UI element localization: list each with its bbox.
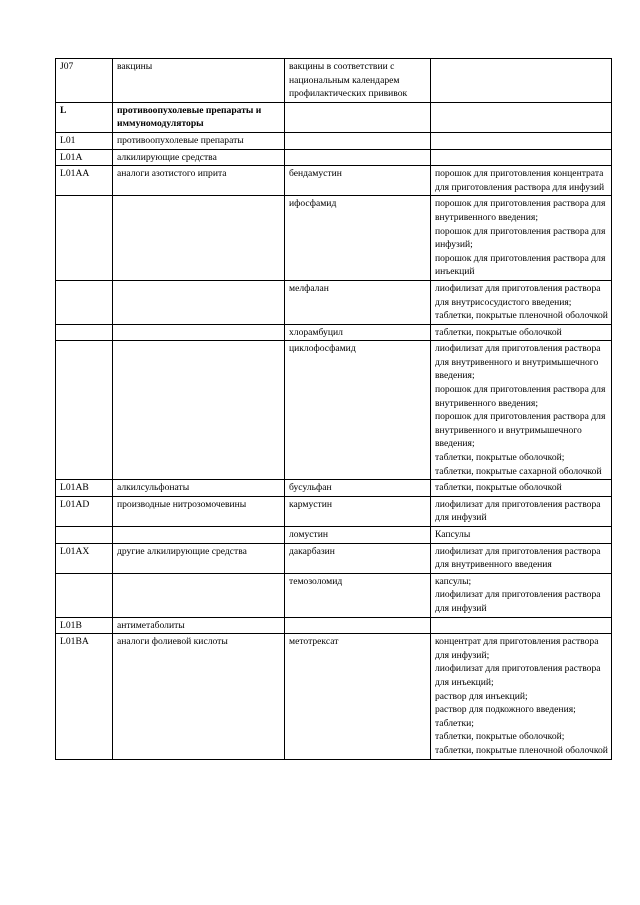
table-row: [56, 527, 612, 544]
atc-code-cell: [56, 196, 113, 281]
dosage-form-cell: капсулы; лиофилизат для приготовления раствора для инфузий: [431, 573, 612, 617]
drug-name-cell: [285, 617, 431, 634]
drug-name-cell: [285, 132, 431, 149]
dosage-form-cell: лиофилизат для приготовления раствора для внутривенного введения: [431, 543, 612, 573]
anatomical-group-cell: вакцины: [113, 59, 285, 103]
atc-code-cell: [56, 324, 113, 341]
drug-name-cell: мелфалан: [285, 280, 431, 324]
dosage-form-cell: лиофилизат для приготовления раствора для инфузий: [431, 496, 612, 526]
table-row: [56, 166, 612, 196]
atc-code-cell: L01A: [56, 149, 113, 166]
anatomical-group-cell: [113, 324, 285, 341]
table-row: [56, 196, 612, 281]
anatomical-group-cell: [113, 527, 285, 544]
anatomical-group-cell: аналоги фолиевой кислоты: [113, 634, 285, 759]
atc-code-cell: [56, 527, 113, 544]
dosage-form-cell: порошок для приготовления раствора для внутривенного введения; порошок для приготовления раствора для инфузий; порошок для приготовления раствора для инъекций: [431, 196, 612, 281]
table-row: [56, 59, 612, 103]
anatomical-group-cell: алкилсульфонаты: [113, 480, 285, 497]
atc-code-cell: [56, 341, 113, 480]
table-row: [56, 280, 612, 324]
drug-name-cell: бусульфан: [285, 480, 431, 497]
drug-name-cell: ифосфамид: [285, 196, 431, 281]
drug-name-cell: бендамустин: [285, 166, 431, 196]
atc-code-cell: L01AD: [56, 496, 113, 526]
anatomical-group-cell: [113, 280, 285, 324]
drug-name-cell: темозоломид: [285, 573, 431, 617]
atc-code-cell: J07: [56, 59, 113, 103]
anatomical-group-cell: производные нитрозомочевины: [113, 496, 285, 526]
atc-code-cell: L01B: [56, 617, 113, 634]
dosage-form-cell: лиофилизат для приготовления раствора для внутривенного и внутримышечного введения; порошок для приготовления раствора для внутривенного введения; порошок для приготовления раствора для внутривенного и внутримышечного введения; таблетки, покрытые оболочкой; таблетки, покрытые сахарной оболочкой: [431, 341, 612, 480]
table-row: [56, 634, 612, 759]
anatomical-group-cell: противоопухолевые препараты: [113, 132, 285, 149]
dosage-form-cell: концентрат для приготовления раствора для инфузий; лиофилизат для приготовления раствора для инъекций; раствор для инъекций; раствор для подкожного введения; таблетки; таблетки, покрытые оболочкой; таблетки, покрытые пленочной оболочкой: [431, 634, 612, 759]
anatomical-group-cell: [113, 196, 285, 281]
table-row: [56, 149, 612, 166]
drug-name-cell: циклофосфамид: [285, 341, 431, 480]
table-row: [56, 324, 612, 341]
dosage-form-cell: [431, 59, 612, 103]
atc-code-cell: [56, 573, 113, 617]
dosage-form-cell: [431, 102, 612, 132]
anatomical-group-cell: другие алкилирующие средства: [113, 543, 285, 573]
atc-code-cell: L01BA: [56, 634, 113, 759]
atc-code-cell: L01AA: [56, 166, 113, 196]
dosage-form-cell: [431, 132, 612, 149]
drug-name-cell: вакцины в соответствии с национальным календарем профилактических прививок: [285, 59, 431, 103]
atc-code-cell: [56, 280, 113, 324]
dosage-form-cell: таблетки, покрытые оболочкой: [431, 480, 612, 497]
drug-list-table: [55, 58, 612, 760]
atc-code-cell: L: [56, 102, 113, 132]
table-row: [56, 102, 612, 132]
anatomical-group-cell: антиметаболиты: [113, 617, 285, 634]
anatomical-group-cell: [113, 573, 285, 617]
drug-name-cell: [285, 149, 431, 166]
atc-code-cell: L01AB: [56, 480, 113, 497]
dosage-form-cell: таблетки, покрытые оболочкой: [431, 324, 612, 341]
atc-code-cell: L01: [56, 132, 113, 149]
table-row: [56, 496, 612, 526]
drug-name-cell: хлорамбуцил: [285, 324, 431, 341]
table-row: [56, 543, 612, 573]
drug-name-cell: [285, 102, 431, 132]
anatomical-group-cell: аналоги азотистого иприта: [113, 166, 285, 196]
table-row: [56, 341, 612, 480]
drug-name-cell: кармустин: [285, 496, 431, 526]
drug-name-cell: метотрексат: [285, 634, 431, 759]
dosage-form-cell: [431, 149, 612, 166]
table-body: [56, 59, 612, 760]
dosage-form-cell: лиофилизат для приготовления раствора для внутрисосудистого введения; таблетки, покрытые пленочной оболочкой: [431, 280, 612, 324]
table-row: [56, 480, 612, 497]
table-row: [56, 617, 612, 634]
drug-name-cell: ломустин: [285, 527, 431, 544]
anatomical-group-cell: противоопухолевые препараты и иммуномодуляторы: [113, 102, 285, 132]
dosage-form-cell: [431, 617, 612, 634]
anatomical-group-cell: алкилирующие средства: [113, 149, 285, 166]
drug-name-cell: дакарбазин: [285, 543, 431, 573]
anatomical-group-cell: [113, 341, 285, 480]
table-row: [56, 132, 612, 149]
dosage-form-cell: Капсулы: [431, 527, 612, 544]
dosage-form-cell: порошок для приготовления концентрата для приготовления раствора для инфузий: [431, 166, 612, 196]
atc-code-cell: L01AX: [56, 543, 113, 573]
table-row: [56, 573, 612, 617]
